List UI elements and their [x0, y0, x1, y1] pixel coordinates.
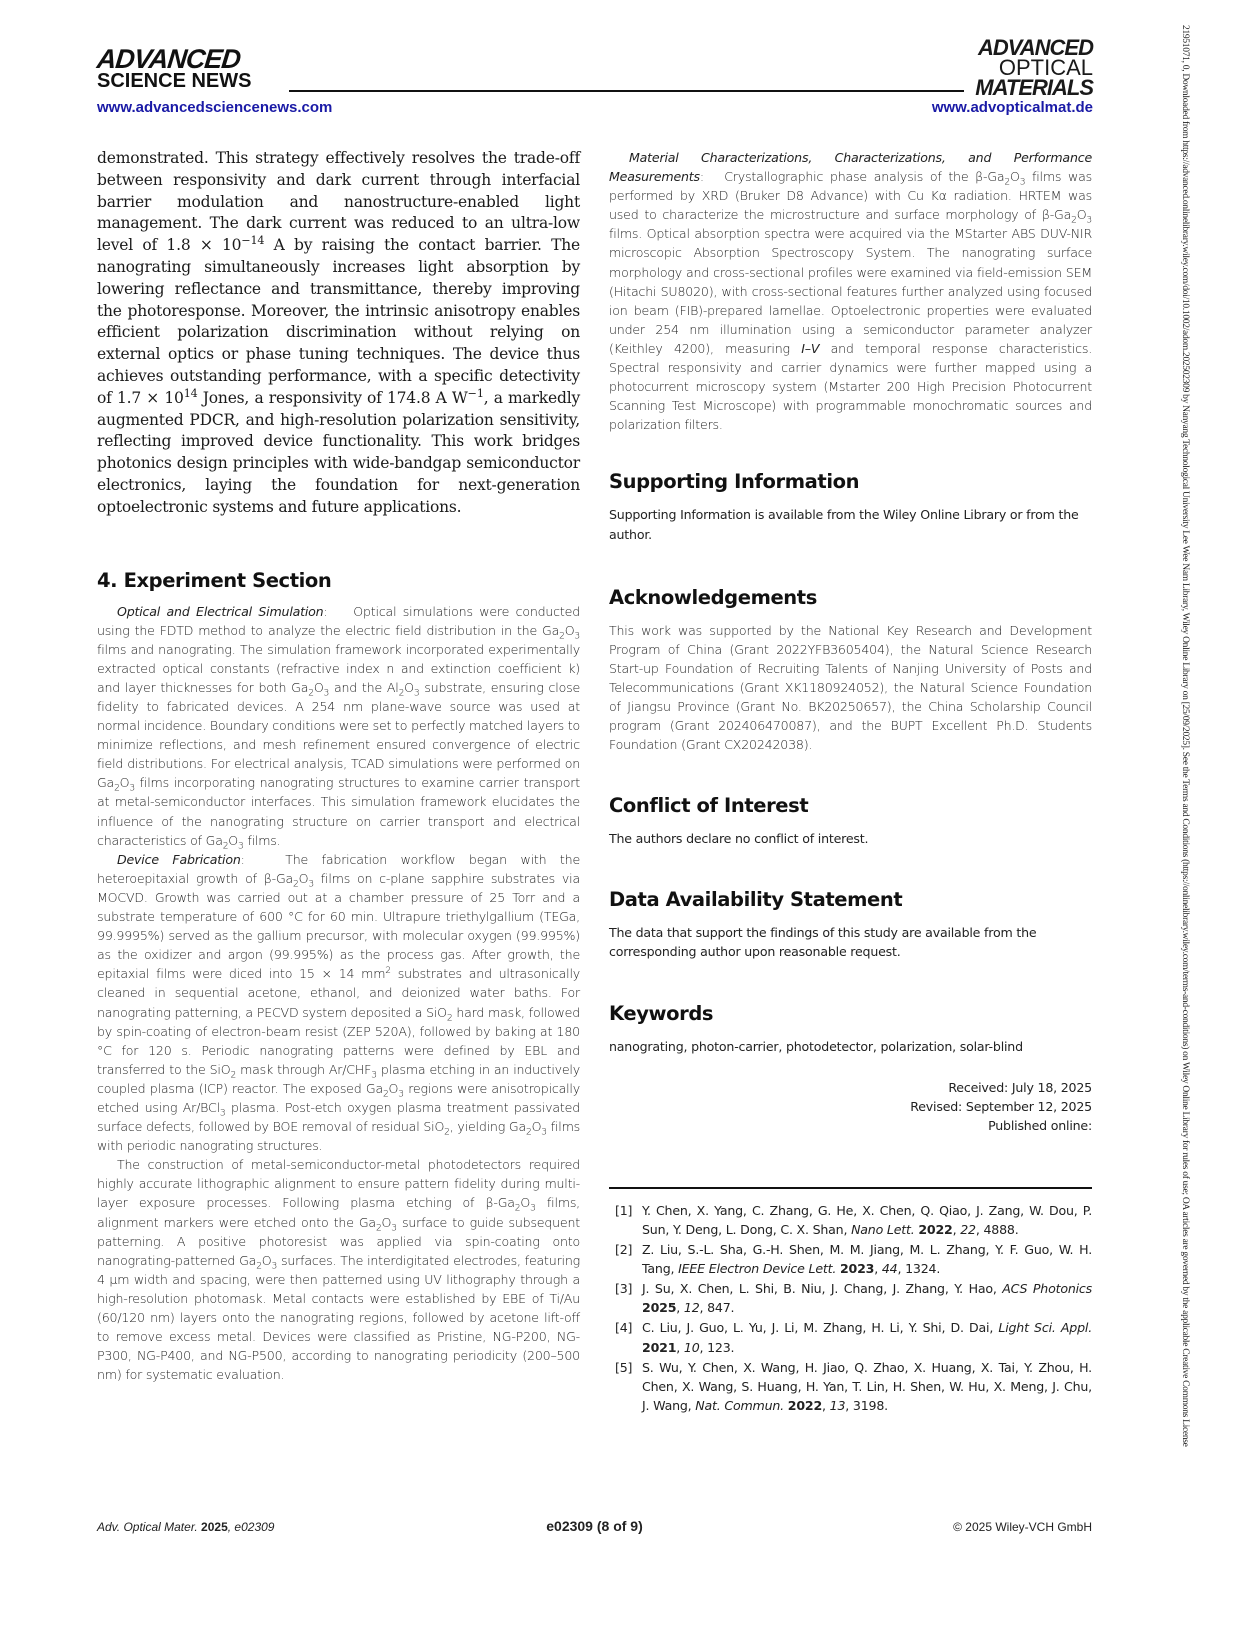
data-availability-text: The data that support the findings of this study are available from the corresponding author upon reasonable request.: [609, 925, 1037, 960]
section-heading-experiment: 4. Experiment Section: [97, 568, 332, 592]
journal-logo-line3: MATERIALS: [975, 75, 1093, 101]
section-heading-acknowledgements: Acknowledgements: [609, 585, 817, 609]
supporting-info-text: Supporting Information is available from the Wiley Online Library or from the author.: [609, 507, 1079, 542]
acknowledgements-text: This work was supported by the National Key Research and Development Program of China (Grant 2022YFB3605404), the Natural Science Research Start-up Foundation of Recruiting Talents of Nanjing University of Posts and Telecommunications (Grant XK1180924052), the Natural Science Foundation of Jiangsu Province (Grant No. BK20250657), the China Scholarship Council program (Grant 202406470087), and the BUPT Excellent Ph.D. Students Foundation (Grant CX20242038).: [609, 622, 1092, 753]
section-heading-supporting-info: Supporting Information: [609, 470, 860, 494]
download-notice-strip: [1180, 25, 1200, 1595]
journal-logo-line1: ADVANCED: [977, 35, 1093, 60]
journal-url-link[interactable]: www.advopticalmat.de: [931, 99, 1093, 116]
references-rule: [609, 1187, 1092, 1189]
conflict-text: The authors declare no conflict of interest.: [609, 831, 869, 847]
msm-construction-paragraph: The construction of metal-semiconductor-metal photodetectors required highly accurate lithographic alignment to ensure pattern fidelity during multi-layer exposure processes. Following plasma etching of $\beta-Ga_2O_3$ films, alignment markers were etched onto the $Ga_2O_3$ surface to guide subsequent patterning. A positive photoresist was applied via spin-coating onto nanograting-patterned $Ga_2O_3$ surfaces. The interdigitated electrodes, featuring 4 μm width and spacing, were then patterned using UV lithography through a high-resolution photomask. Metal contacts were established by EBE of Ti/Au (60/120 nm) layers onto the nanograting regions, followed by acetone lift-off to remove excess metal. Devices were classified as Pristine, NG-P200, NG-P300, NG-P400, and NG-P500, according to nanograting periodicity (200–500 nm) for systematic evaluation.: [97, 1157, 580, 1383]
journal-logo-line2: OPTICAL: [998, 55, 1093, 81]
keywords-text: nanograting, photon-carrier, photodetector, polarization, solar-blind: [609, 1038, 1023, 1054]
footer-page-number: e02309 (8 of 9): [546, 1518, 643, 1534]
reference-item: [2] Z. Liu, S.-L. Sha, G.-H. Shen, M. M. Jiang, M. L. Zhang, Y. F. Guo, W. H. Tang, IEEE Electron Device Lett. 2023, 44, 1324.: [615, 1242, 1092, 1277]
footer-copyright: © 2025 Wiley-VCH GmbH: [953, 1520, 1092, 1534]
reference-item: [4] C. Liu, J. Guo, L. Yu, J. Li, M. Zhang, H. Li, Y. Shi, D. Dai, Light Sci. Appl. 2021, 10, 123.: [615, 1320, 1093, 1355]
right-column: [609, 148, 1092, 1416]
revised-date: Revised: September 12, 2025: [910, 1098, 1092, 1114]
reference-item: [3] J. Su, X. Chen, L. Shi, B. Niu, J. Chang, J. Zhang, Y. Hao, ACS Photonics 2025, 12, 847.: [615, 1281, 1092, 1316]
publisher-url-link[interactable]: www.advancedsciencenews.com: [97, 99, 333, 116]
references-list: [609, 1201, 1092, 1415]
header-rule: [289, 90, 964, 92]
conclusion-paragraph: demonstrated. This strategy effectively resolves the trade-off between responsivity and dark current through interfacial barrier modulation and nanostructure-enabled light management. The dark current was reduced to an ultra-low level of $1.8 \times 10^{-14}$ A by raising the contact barrier. The nanograting simultaneously increases light absorption by lowering reflectance and transmittance, thereby improving the photoresponse. Moreover, the intrinsic anisotropy enables efficient polarization discrimination without relying on external optics or phase tuning techniques. The device thus achieves outstanding performance, with a specific detectivity of $1.7 \times 10^{14}$ Jones, a responsivity of 174.8 A $W^{-1}$, a markedly augmented PDCR, and high-resolution polarization sensitivity, reflecting improved device functionality. This work bridges photonics design principles with wide-bandgap semiconductor electronics, laying the foundation for next-generation optoelectronic systems and future applications.: [97, 149, 581, 516]
reference-item: [1] Y. Chen, X. Yang, C. Zhang, G. He, X. Chen, Q. Qiao, J. Zang, W. Dou, P. Sun, Y. Deng, L. Dong, C. X. Shan, Nano Lett. 2022, 22, 4888.: [615, 1202, 1092, 1237]
fabrication-paragraph: Device Fabrication: The fabrication workflow began with the heteroepitaxial growth of $\beta-Ga_2O_3$ films on c-plane sapphire substrates via MOCVD. Growth was carried out at a chamber pressure of 25 Torr and a substrate temperature of 600 °C for 60 min. Ultrapure triethylgallium (TEGa, 99.9995%) served as the gallium precursor, with molecular oxygen (99.995%) as the oxidizer and argon (99.995%) as the process gas. After growth, the epitaxial films were diced into 15 × 14 $mm^2$ substrates and ultrasonically cleaned in sequential acetone, ethanol, and deionized water baths. For nanograting patterning, a PECVD system deposited a SiO$_2$ hard mask, followed by spin-coating of electron-beam resist (ZEP 520A), followed by baking at 180 °C for 120 s. Periodic nanograting patterns were defined by EBL and transferred to the SiO$_2$ mask through $Ar/CHF_3$ plasma etching in an inductively coupled plasma (ICP) reactor. The exposed $Ga_2O_3$ regions were anisotropically etched using Ar/BCl$_3$ plasma. Post-etch oxygen plasma treatment passivated surface defects, followed by BOE removal of residual SiO$_2$, yielding $Ga_2O_3$ films with periodic nanograting structures.: [97, 851, 580, 1154]
download-notice-text: 21951071, 0, Downloaded from https://advanced.onlinelibrary.wiley.com/doi/10.1002/adom.202502309 by Nanyang Technological University Lee Wee Nam Library, Wiley Online Library on [25/09/2025]. See the Terms and Conditions (https://onlinelibrary.wiley.com/terms-and-conditions) on Wiley Online Library for rules of use; OA articles are governed by the applicable Creative Commons License: [1180, 25, 1190, 1447]
section-heading-data-availability: Data Availability Statement: [609, 888, 903, 912]
section-heading-keywords: Keywords: [609, 1001, 714, 1025]
section-heading-conflict: Conflict of Interest: [609, 794, 809, 818]
left-column: [97, 148, 580, 1384]
journal-logo: [975, 35, 1093, 101]
publisher-logo-line2: SCIENCE NEWS: [97, 70, 252, 92]
footer-citation: Adv. Optical Mater. 2025, e02309: [97, 1520, 275, 1534]
publisher-logo: [97, 46, 251, 91]
reference-item: [5] S. Wu, Y. Chen, X. Wang, H. Jiao, Q. Zhao, X. Huang, X. Tai, Y. Zhou, H. Chen, X. Wang, S. Huang, H. Yan, T. Lin, H. Shen, W. Hu, X. Meng, J. Chu, J. Wang, Nat. Commun. 2022, 13, 3198.: [615, 1359, 1092, 1413]
published-date: Published online:: [988, 1117, 1092, 1133]
simulation-paragraph: Optical and Electrical Simulation: Optical simulations were conducted using the FDTD method to analyze the electric field distribution in the $Ga_2O_3$ films and nanograting. The simulation framework incorporated experimentally extracted optical constants (refractive index n and extinction coefficient k) and layer thicknesses for both $Ga_2O_3$ and the $Al_2O_3$ substrate, ensuring close fidelity to fabricated devices. A 254 nm plane-wave source was used at normal incidence. Boundary conditions were set to perfectly matched layers to minimize reflections, and mesh refinement ensured convergence of electric field distributions. For electrical analysis, TCAD simulations were performed on $Ga_2O_3$ films incorporating nanograting structures to examine carrier transport at metal-semiconductor interfaces. This simulation framework elucidates the influence of the nanograting structure on carrier transport and electrical characteristics of $Ga_2O_3$ films.: [97, 603, 580, 852]
characterization-paragraph: Material Characterizations, Characterizations, and Performance Measurements: Crystallographic phase analysis of the $\beta-Ga_2O_3$ films was performed by XRD (Bruker D8 Advance) with Cu Kα radiation. HRTEM was used to characterize the microstructure and surface morphology of $\beta-Ga_2O_3$ films. Optical absorption spectra were acquired via the MStarter ABS DUV-NIR microscopic Absorption Spectroscopy System. The nanograting surface morphology and cross-sectional profiles were examined via field-emission SEM (Hitachi SU8020), with cross-sectional features further analyzed using focused ion beam (FIB)-prepared lamellae. Optoelectronic properties were evaluated under 254 nm illumination using a semiconductor parameter analyzer (Keithley 4200), measuring I–V and temporal response characteristics. Spectral responsivity and carrier dynamics were further mapped using a photocurrent microscopy system (Mstarter 200 High Precision Photocurrent Scanning Test Microscope) with programmable monochromatic sources and polarization filters.: [609, 150, 1092, 433]
received-date: Received: July 18, 2025: [948, 1079, 1092, 1095]
article-dates: [609, 1078, 1092, 1135]
publisher-logo-line1: ADVANCED: [95, 44, 242, 74]
